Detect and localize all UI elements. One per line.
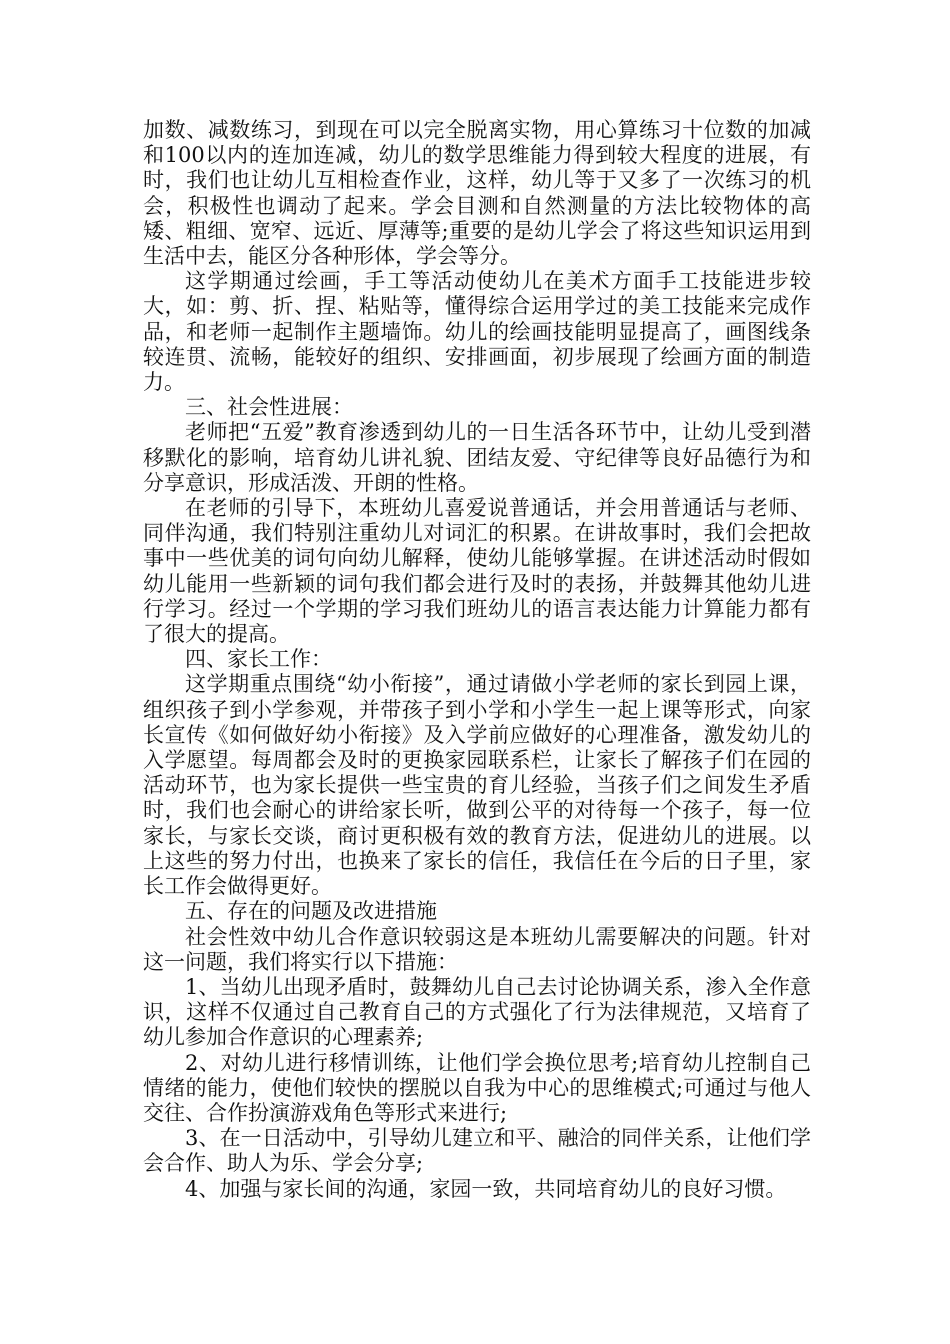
paragraph-language: 在老师的引导下，本班幼儿喜爱说普通话，并会用普通话与老师、同伴沟通，我们特别注重幼儿对词汇的积累。在讲故事时，我们会把故事中一些优美的词句向幼儿解释，使幼儿能够掌握。在讲述活动时假如幼儿能用一些新颖的词句我们都会进行及时的表扬，并鼓舞其他幼儿进行学习。经过一个学期的学习我们班幼儿的语言表达能力计算能力都有了很大的提高。 [143,496,811,647]
list-item-measure-3: 3、在一日活动中，引导幼儿建立和平、融洽的同伴关系，让他们学会合作、助人为乐、学会分享; [143,1126,811,1176]
paragraph-problem-intro: 社会性效中幼儿合作意识较弱这是本班幼儿需要解决的问题。针对这一问题，我们将实行以下措施： [143,924,811,974]
list-item-measure-4: 4、加强与家长间的沟通，家园一致，共同培育幼儿的良好习惯。 [185,1176,787,1201]
list-item-measure-2: 2、对幼儿进行移情训练，让他们学会换位思考;培育幼儿控制自己情绪的能力，使他们较快的摆脱以自我为中心的思维模式;可通过与他人交往、合作扮演游戏角色等形式来进行; [143,1050,811,1125]
document-body [143,118,811,1202]
section-heading-parents: 四、家长工作： [185,647,332,672]
section-heading-problems: 五、存在的问题及改进措施 [185,899,437,924]
section-heading-social: 三、社会性进展： [185,395,353,420]
paragraph-parent-work: 这学期重点围绕“幼小衔接”，通过请做小学老师的家长到园上课，组织孩子到小学参观，并带孩子到小学和小学生一起上课等形式，向家长宣传《如何做好幼小衔接》及入学前应做好的心理准备，激发幼儿的入学愿望。每周都会及时的更换家园联系栏，让家长了解孩子们在园的活动环节，也为家长提供一些宝贵的育儿经验，当孩子们之间发生矛盾时，我们也会耐心的讲给家长听，做到公平的对待每一个孩子，每一位家长，与家长交谈，商讨更积极有效的教育方法，促进幼儿的进展。以上这些的努力付出，也换来了家长的信任，我信任在今后的日子里，家长工作会做得更好。 [143,672,811,899]
list-item-measure-1: 1、当幼儿出现矛盾时，鼓舞幼儿自己去讨论协调关系，渗入全作意识，这样不仅通过自己教育自己的方式强化了行为法律规范，又培育了幼儿参加合作意识的心理素养; [143,974,811,1050]
paragraph-art-skills: 这学期通过绘画，手工等活动使幼儿在美术方面手工技能进步较大，如：剪、折、捏、粘贴等，懂得综合运用学过的美工技能来完成作品，和老师一起制作主题墙饰。幼儿的绘画技能明显提高了，画图线条较连贯、流畅，能较好的组织、安排画面，初步展现了绘画方面的制造力。 [143,269,811,395]
paragraph-five-loves: 老师把“五爱”教育渗透到幼儿的一日生活各环节中，让幼儿受到潜移默化的影响，培育幼儿讲礼貌、团结友爱、守纪律等良好品德行为和分享意识，形成活泼、开朗的性格。 [143,420,811,495]
paragraph-math-practice: 加数、减数练习，到现在可以完全脱离实物，用心算练习十位数的加减和100以内的连加连减，幼儿的数学思维能力得到较大程度的进展，有时，我们也让幼儿互相检查作业，这样，幼儿等于又多了一次练习的机会，积极性也调动了起来。学会目测和自然测量的方法比较物体的高矮、粗细、宽窄、远近、厚薄等;重要的是幼儿学会了将这些知识运用到生活中去，能区分各种形体，学会等分。 [143,118,811,269]
